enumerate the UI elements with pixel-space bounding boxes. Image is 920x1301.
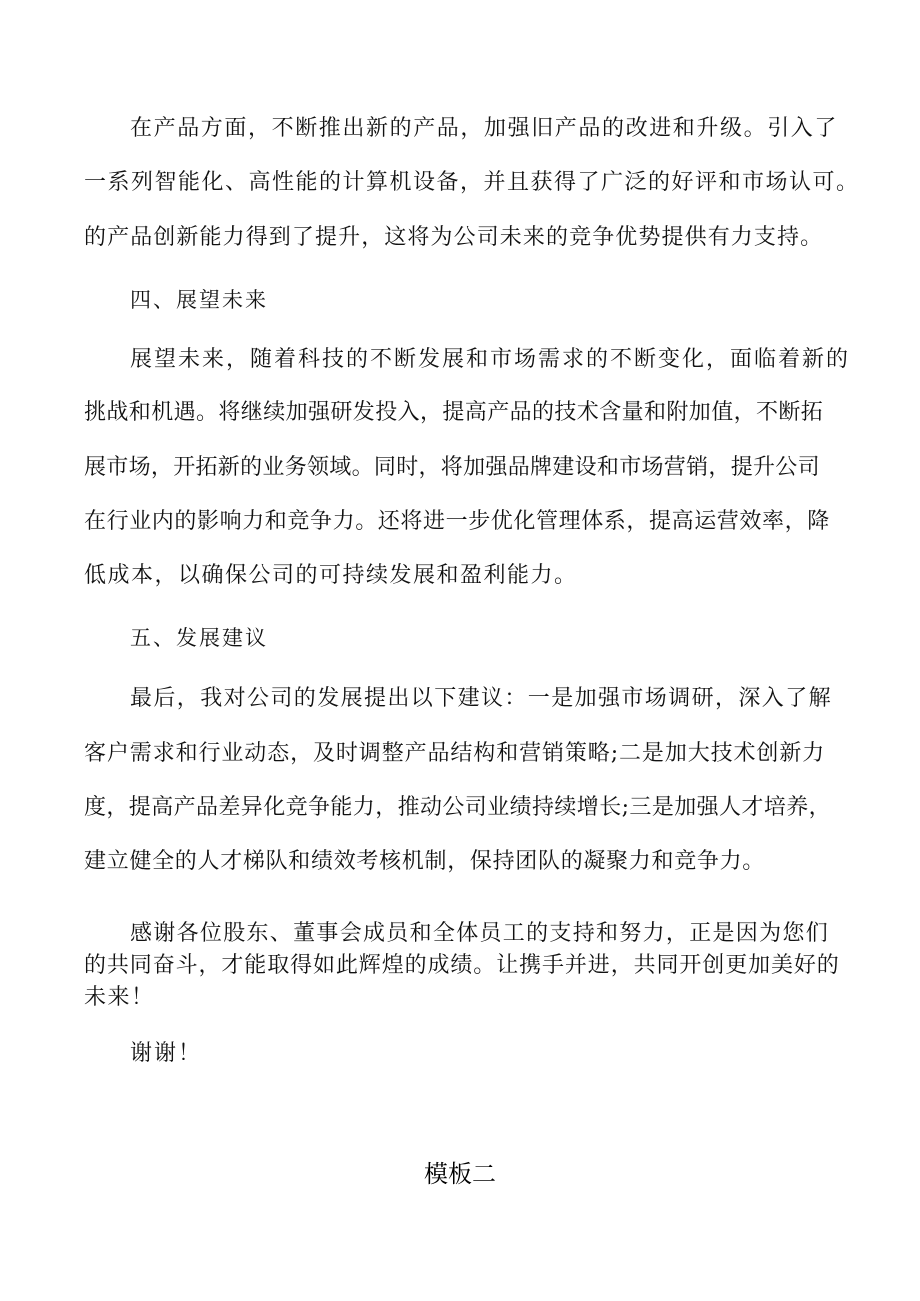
paragraph-line: 的共同奋斗，才能取得如此辉煌的成绩。让携手并进，共同开创更加美好的	[84, 953, 840, 978]
section-heading-outlook: 四、展望未来	[130, 288, 268, 312]
paragraph-line: 展市场，开拓新的业务领域。同时，将加强品牌建设和市场营销，提升公司	[84, 455, 820, 480]
paragraph-line: 在行业内的影响力和竞争力。还将进一步优化管理体系，提高运营效率，降	[84, 509, 830, 534]
closing-text: 谢谢！	[130, 1041, 203, 1066]
paragraph-line: 一系列智能化、高性能的计算机设备，并且获得了广泛的好评和市场认可。	[84, 170, 860, 195]
paragraph-line: 最后，我对公司的发展提出以下建议：一是加强市场调研，深入了解	[130, 686, 833, 711]
paragraph-line: 低成本，以确保公司的可持续发展和盈利能力。	[84, 563, 578, 588]
paragraph-line: 建立健全的人才梯队和绩效考核机制，保持团队的凝聚力和竞争力。	[84, 849, 766, 874]
template-title: 模板二	[424, 1160, 496, 1188]
paragraph-line: 挑战和机遇。将继续加强研发投入，提高产品的技术含量和附加值，不断拓	[84, 400, 824, 425]
paragraph-line: 未来！	[84, 985, 155, 1010]
paragraph-line: 客户需求和行业动态，及时调整产品结构和营销策略;二是加大技术创新力	[84, 741, 826, 766]
paragraph-line: 在产品方面，不断推出新的产品，加强旧产品的改进和升级。引入了	[130, 116, 839, 141]
paragraph-line: 展望未来，随着科技的不断发展和市场需求的不断变化，面临着新的	[130, 347, 851, 372]
paragraph-line: 度，提高产品差异化竞争能力，推动公司业绩持续增长;三是加强人才培养，	[84, 795, 832, 820]
section-heading-suggestions: 五、发展建议	[130, 626, 268, 650]
paragraph-line: 的产品创新能力得到了提升，这将为公司未来的竞争优势提供有力支持。	[84, 225, 824, 250]
paragraph-line: 感谢各位股东、董事会成员和全体员工的支持和努力，正是因为您们	[130, 921, 830, 946]
